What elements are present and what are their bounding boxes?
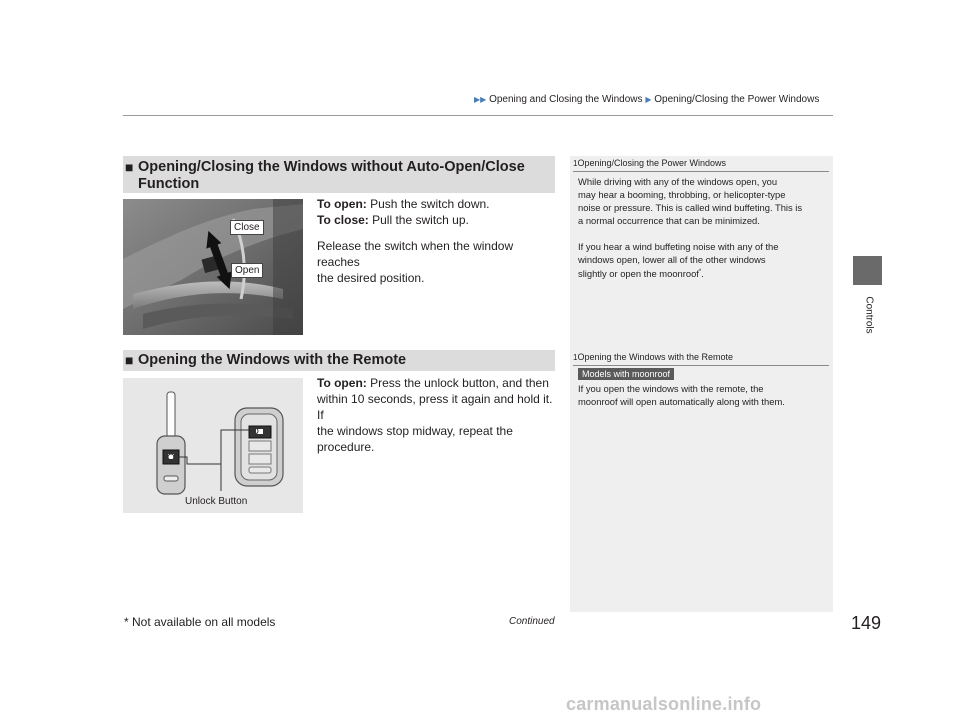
footnote: * Not available on all models — [124, 615, 276, 629]
remote-line-2: within 10 seconds, press it again and hold it. If — [317, 392, 553, 422]
note2-heading[interactable]: 1Opening the Windows with the Remote — [573, 352, 734, 362]
remote-line-4: procedure. — [317, 440, 375, 454]
unlock-button-caption: Unlock Button — [185, 496, 248, 507]
note1-text: While driving with any of the windows open, you may hear a booming, throbbing, or helicopter-type noise or pressure. This is called wind buffeting. This is a normal occurrence that can be minimized. If you hear a wind buffeting noise with any of the windows open, lower all of the other windows slightly or open the moonroof*. — [578, 176, 803, 280]
section-title-line-2: Function — [138, 176, 200, 192]
open-instruction: To open: Push the switch down. — [317, 197, 490, 211]
note2-rule — [573, 365, 829, 366]
breadcrumb-part-2[interactable]: Opening/Closing the Power Windows — [654, 94, 820, 105]
remote-key-image — [123, 378, 303, 513]
section1-body — [317, 196, 557, 286]
callout-open: Open — [231, 263, 263, 278]
close-instruction: To close: Pull the switch up. — [317, 213, 469, 227]
callout-close: Close — [230, 220, 264, 235]
page-number: 149 — [851, 613, 882, 633]
chapter-tab-marker — [853, 256, 882, 285]
header-rule — [123, 115, 833, 116]
release-line-1: Release the switch when the window reaches — [317, 239, 514, 269]
section-square-icon: ■ — [125, 352, 134, 368]
section-title: Opening the Windows with the Remote — [138, 352, 407, 368]
section2-body — [317, 375, 562, 455]
note1-rule — [573, 171, 829, 172]
section-title-line-1: Opening/Closing the Windows without Auto-Open/Close — [138, 159, 525, 175]
chapter-tab-label[interactable]: Controls — [863, 296, 875, 334]
window-switch-photo — [123, 199, 303, 335]
breadcrumb-arrow-icon: ▶▶ — [474, 95, 487, 104]
models-with-moonroof-badge: Models with moonroof — [578, 368, 674, 380]
note2-text: If you open the windows with the remote, the moonroof will open automatically along with them. — [578, 383, 785, 407]
watermark: carmanualsonline.info — [566, 694, 762, 714]
section-heading-windows-without-auto — [123, 156, 555, 193]
remote-line-3: the windows stop midway, repeat the — [317, 424, 513, 438]
section-square-icon: ■ — [125, 159, 134, 175]
sidebar-notes — [570, 156, 833, 612]
continued-label: Continued — [509, 616, 555, 627]
note1-heading[interactable]: 1Opening/Closing the Power Windows — [573, 158, 727, 168]
remote-line-1: To open: Press the unlock button, and then — [317, 376, 549, 390]
breadcrumb-part-1[interactable]: Opening and Closing the Windows — [489, 94, 643, 105]
section-heading-remote — [123, 350, 555, 371]
breadcrumb — [474, 94, 819, 105]
release-line-2: the desired position. — [317, 271, 425, 285]
breadcrumb-arrow-icon: ▶ — [645, 95, 652, 104]
